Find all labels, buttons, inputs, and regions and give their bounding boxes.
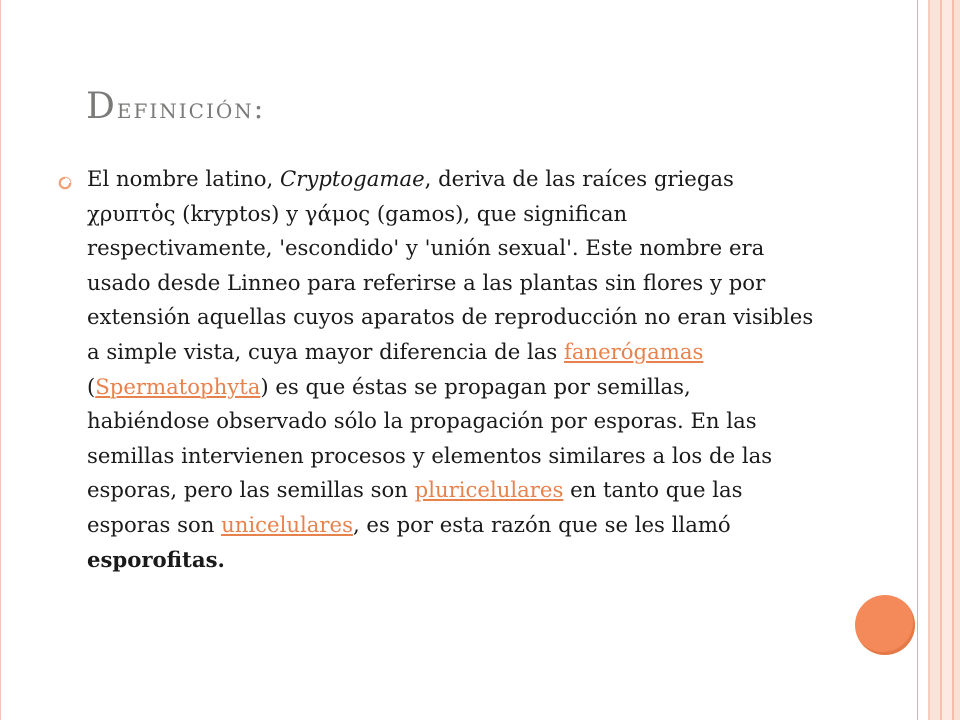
link-spermatophyta[interactable]: Spermatophyta <box>95 373 261 399</box>
link-fanerogamas[interactable]: fanerógamas <box>564 338 704 364</box>
paragraph-text: ) es que éstas se propagan por semillas, habiéndose observado sólo la propagación por esporas. En las semillas intervienen procesos y elementos similares a los de las esporas, pero las semillas son <box>87 373 773 503</box>
link-pluricelulares[interactable]: pluricelulares <box>414 477 564 503</box>
paragraph-text: , es por esta razón que se les llamó <box>352 511 731 537</box>
decorative-stripes <box>918 0 960 720</box>
decorative-circle <box>855 595 915 655</box>
paragraph-text: en tanto que las esporas son <box>87 477 743 537</box>
paragraph-text: ( <box>87 373 96 399</box>
slide-title: Definición: <box>86 86 266 127</box>
bullet-icon <box>58 176 72 190</box>
link-unicelulares[interactable]: unicelulares <box>221 511 353 537</box>
paragraph-text: , deriva de las raíces griegas χρυπτὁς (kryptos) y γάμος (gamos), que significan respectivamente, 'escondido' y 'unión sexual'. Este nombre era usado desde Linneo para referirse a las plantas sin flores y por extensión aquellas cuyos aparatos de reproducción no eran visibles a simple vista, cuya mayor diferencia de las <box>87 166 814 364</box>
paragraph-text: El nombre latino, <box>87 166 281 191</box>
body-paragraph <box>87 162 815 577</box>
italic-term: Cryptogamae <box>280 166 425 191</box>
bold-term: esporofitas. <box>87 546 225 572</box>
